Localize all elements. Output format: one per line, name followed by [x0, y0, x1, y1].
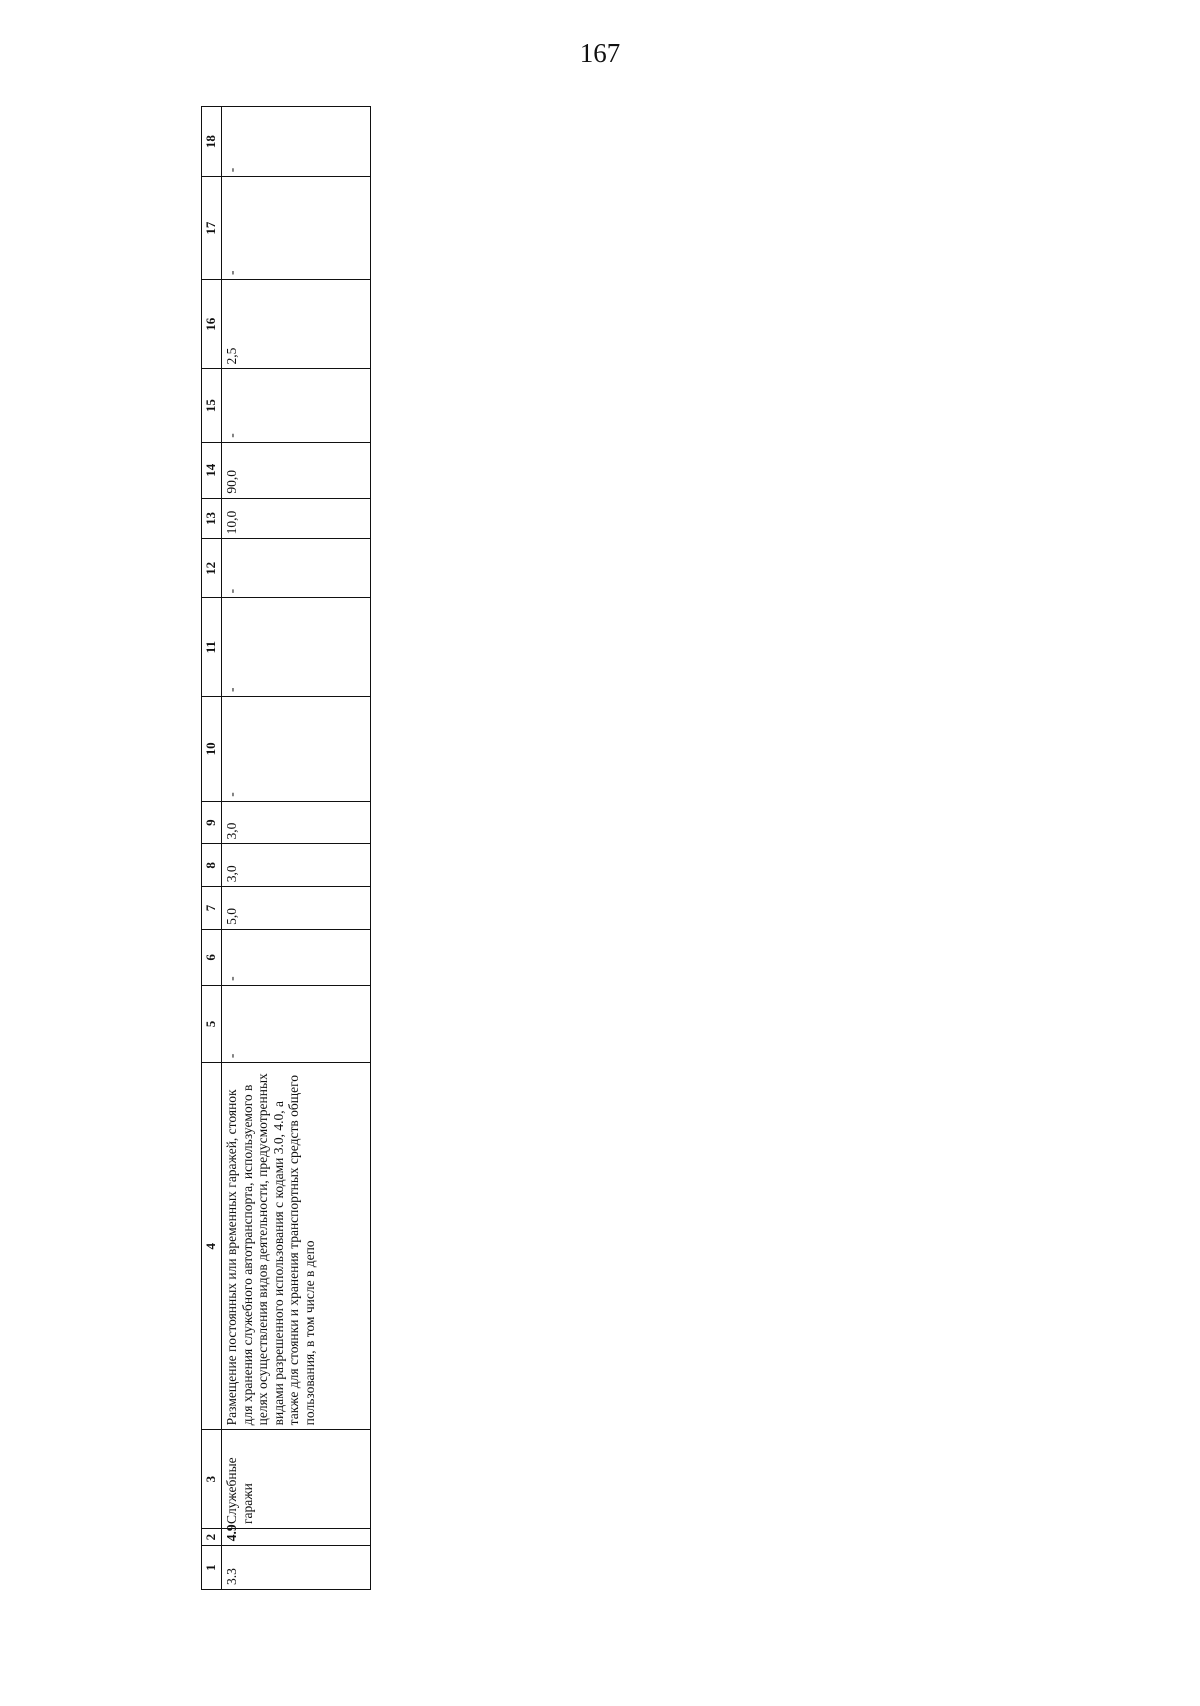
header-col-10: 10 [202, 696, 222, 801]
cell-number: 3.3 [222, 1546, 371, 1590]
header-col-15: 15 [202, 369, 222, 442]
rotated-table-container [201, 106, 371, 1590]
cell-col-13: 10,0 [222, 498, 371, 539]
cell-col-17: - [222, 177, 371, 280]
cell-col-12: - [222, 539, 371, 598]
header-col-5: 5 [202, 985, 222, 1062]
cell-col-8: 3,0 [222, 844, 371, 887]
header-col-12: 12 [202, 539, 222, 598]
cell-col-16: 2,5 [222, 280, 371, 370]
header-col-16: 16 [202, 280, 222, 370]
cell-col-7: 5,0 [222, 887, 371, 930]
cell-col-10: - [222, 696, 371, 801]
cell-use-name: Служебные гаражи [222, 1430, 371, 1529]
cell-col-15: - [222, 369, 371, 442]
header-col-17: 17 [202, 177, 222, 280]
cell-col-18: - [222, 107, 371, 177]
header-col-11: 11 [202, 598, 222, 697]
header-col-9: 9 [202, 801, 222, 844]
cell-col-5: - [222, 985, 371, 1062]
header-col-4: 4 [202, 1063, 222, 1430]
header-col-1: 1 [202, 1546, 222, 1590]
land-use-table [201, 106, 371, 1590]
header-row [202, 107, 222, 1590]
cell-col-6: - [222, 929, 371, 985]
header-col-18: 18 [202, 107, 222, 177]
cell-col-11: - [222, 598, 371, 697]
header-col-8: 8 [202, 844, 222, 887]
cell-col-9: 3,0 [222, 801, 371, 844]
cell-use-description: Размещение постоянных или временных гаражей, стоянок для хранения служебного автотранспорта, используемого в целях осуществления видов деятельности, предусмотренных видами разрешенного использования с кодами 3.0, 4.0, а также для стоянки и хранения транспортных средств общего пользования, в том числе в депо [222, 1063, 371, 1430]
table-row [222, 107, 371, 1590]
header-col-2: 2 [202, 1528, 222, 1545]
header-col-14: 14 [202, 442, 222, 498]
cell-col-14: 90,0 [222, 442, 371, 498]
page-number: 167 [579, 38, 621, 68]
cell-code: 4.9 [222, 1528, 371, 1545]
header-col-7: 7 [202, 887, 222, 930]
header-col-13: 13 [202, 498, 222, 539]
header-col-6: 6 [202, 929, 222, 985]
header-col-3: 3 [202, 1430, 222, 1529]
